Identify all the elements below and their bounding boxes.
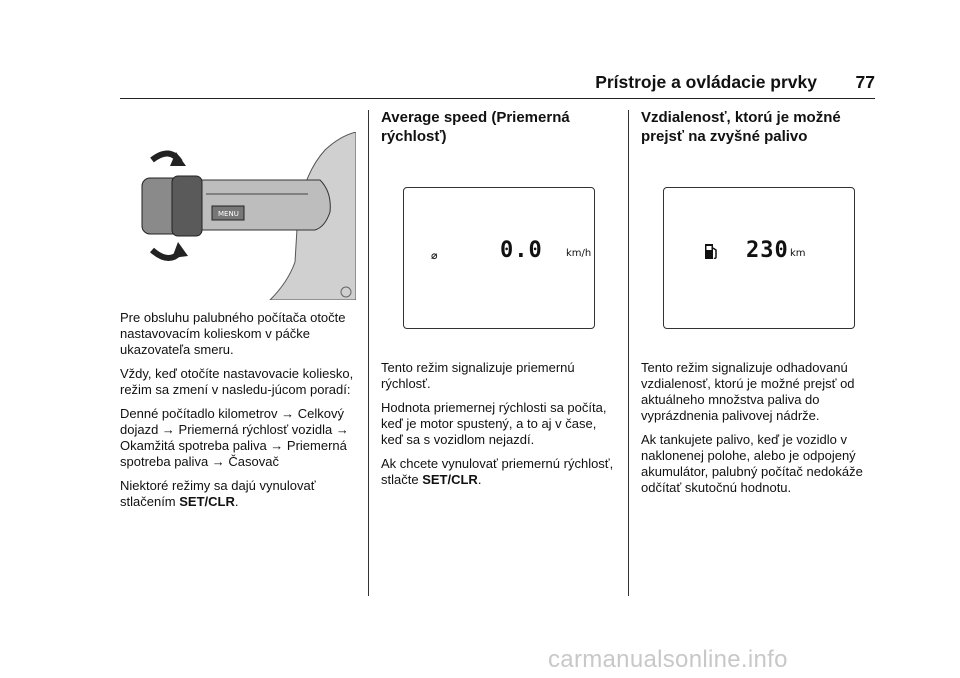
watermark: carmanualsonline.info: [548, 646, 788, 673]
text: Niektoré režimy sa dajú vynulovať stlačením: [120, 478, 316, 509]
section-heading: Vzdialenosť, ktorú je možné prejsť na zvyšné palivo: [641, 109, 841, 145]
section-title: Prístroje a ovládacie prvky: [595, 72, 817, 92]
section-heading: Average speed (Priemerná rýchlosť): [381, 109, 570, 145]
page-header: [120, 72, 875, 99]
paragraph: Vždy, keď otočíte nastavovacie koliesko, režim sa zmení v nasledu-júcom poradí:: [120, 366, 354, 397]
column-3: [641, 108, 881, 150]
column-2: [381, 108, 621, 150]
column-2-text: [381, 360, 621, 496]
button-name: SET/CLR: [179, 494, 235, 509]
range-display: [663, 187, 855, 329]
column-1-text: [120, 310, 358, 518]
paragraph: Hodnota priemernej rýchlosti sa počíta, keď je motor spustený, a to aj v čase, keď sa s vozidlom nejazdí.: [381, 400, 607, 447]
display-unit: km/h: [566, 248, 592, 259]
paragraph: [120, 478, 358, 510]
display-value: 0.0: [500, 238, 543, 263]
display-unit: km: [790, 248, 806, 259]
paragraph: [381, 456, 621, 488]
display-value: 230: [746, 238, 789, 263]
column-3-text: [641, 360, 881, 504]
text: Ak chcete vynulovať priemernú rýchlosť, stlačte: [381, 456, 614, 487]
paragraph: Tento režim signalizuje priemernú rýchlosť.: [381, 360, 575, 391]
text: .: [477, 472, 482, 487]
paragraph: Ak tankujete palivo, keď je vozidlo v naklonenej polohe, alebo je odpojený akumulátor, palubný počítač nedokáže odčítať skutočnú hodnotu.: [641, 432, 863, 495]
text: .: [234, 494, 239, 509]
paragraph: Denné počítadlo kilometrov → Celkový dojazd → Priemerná rýchlosť vozidla → Okamžitá spotreba paliva → Priemerná spotreba paliva → Časovač: [120, 406, 349, 469]
average-symbol: ⌀: [431, 250, 438, 262]
paragraph: Pre obsluhu palubného počítača otočte nastavovacím kolieskom v páčke ukazovateľa smeru.: [120, 310, 346, 357]
fuel-pump-icon: [704, 242, 718, 260]
average-speed-display: [403, 187, 595, 329]
page-number: 77: [855, 72, 875, 92]
turn-signal-lever-illustration: [120, 132, 356, 300]
column-divider: [628, 110, 629, 596]
button-name: SET/CLR: [422, 472, 478, 487]
paragraph: Tento režim signalizuje odhadovanú vzdialenosť, ktorú je možné prejsť od aktuálneho množstva paliva do vyprázdnenia palivovej nádrže.: [641, 360, 855, 423]
menu-label: MENU: [218, 210, 239, 218]
column-divider: [368, 110, 369, 596]
